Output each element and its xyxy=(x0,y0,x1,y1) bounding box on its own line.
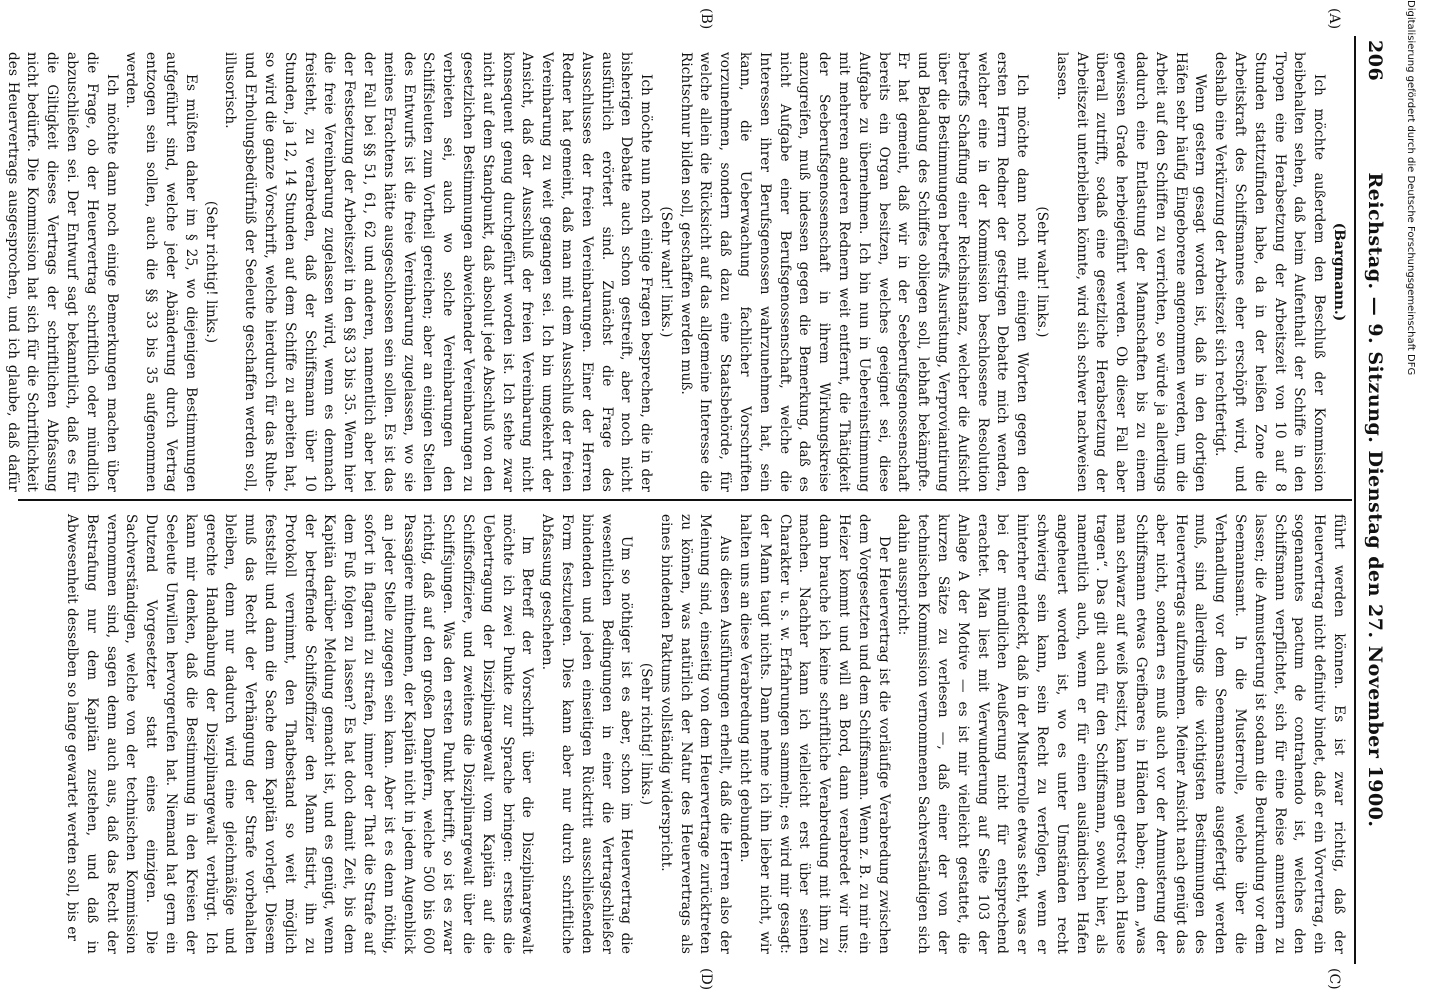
interjection: (Sehr richtig! links.) xyxy=(202,200,219,344)
page-title: Reichstag. — 9. Sitzung. Dienstag den 27. November 1900. xyxy=(1364,172,1386,828)
running-head xyxy=(1356,40,1390,960)
paragraph: Im Betreff der Vorschrift über die Disziplinargewalt möchte ich zwei Punkte zur Sprache bringen: erstens die Uebertragung der Disziplinargewalt vom Kapitän auf die Schiffsoffiziere, und zweitens die Disziplinargewalt über die Schiffsjungen. Was den ersten Punkt betrifft, so ist es zwar richtig, daß auf den großen Dampfern, welche 500 bis 600 Passagiere mitnehmen, der Kapitän nicht in jedem Augenblick an jeder Stelle zugegen sein kann. Aber ist es denn nöthig, sofort in flagranti zu strafen, immer der That die Strafe auf dem Fuß folgen zu lassen? Es hat doch damit Zeit, bis dem Kapitän darüber Meldung gemacht ist, und es genügt, wenn der betreffende Schiffsoffizier den Mann fistirt, ihn zu Protokoll vernimmt, den Thatbestand so weit möglich feststellt und dann die Sache dem Kapitän vorlegt. Diesem muß das Recht der Verhängung der Strafe vorbehalten bleiben, denn nur dadurch wird eine gleichmäßige und gerechte Handhabung der Disziplinargewalt verbürgt. Ich kann mir denken, daß die Bestimmung in den Kreisen der Seeleute Unwillen hervorgerufen hat. Niemand hat gern ein Dutzend Vorgesetzter statt eines einzigen. Die Sachverständigen, welche von der technischen Kommission vernommen sind, sagen denn auch aus, daß das Recht der Bestrafung nur dem Kapitän zustehen, und daß in Abwesenheit desselben so lange gewartet werden soll, bis er xyxy=(64,514,536,954)
left-column xyxy=(4,52,1348,492)
paragraph: Um so nöthiger ist es aber, schon im Heuervertrag die wesentlichen Bedingungen in einer die Vertragschließer bindenden und jeden einseitigen Rücktritt ausschließenden Form festzulegen. Dies kann aber nur durch schriftliche Abfassung geschehen. xyxy=(539,514,635,954)
paragraph: Der Heuervertrag ist die vorläufige Verabredung zwischen dem Vorgesetzten und dem Schiffsmann. Wenn z. B. zu mir ein Heizer kommt und will an Bord, dann verabredet wir uns; dann brauche ich keine schriftliche Verabredung mit ihm zu machen. Nachher kann ich vielleicht erst über seinen Charakter u. s. w. Erfahrungen sammeln; es wird mir gesagt: der Mann taugt nichts. Dann nehme ich ihn lieber nicht, wir halten uns an diese Verabredung nicht gebunden. xyxy=(737,514,892,954)
paragraph: Ich möchte außerdem den Beschluß der Kommission beibehalten sehen, daß beim Aufenthalt der Schiffe in den Tropen eine Herabsetzung der Arbeitszeit von 10 auf 8 Stunden stattzufinden habe, da in der heißen Zone die Arbeitskraft des Schiffsmannes eher erschöpft wird, und deshalb eine Verkürzung der Arbeitszeit sich rechtfertigt. xyxy=(1212,52,1328,492)
paragraph: Ich möchte nun noch einige Fragen besprechen, die in der bisherigen Debatte auch schon gestreift, aber noch nicht ausführlich erörtert sind. Zunächst die Frage des Ausschlusses der freien Vereinbarungen. Einer der Herren Redner hat gemeint, daß man mit dem Ausschluß der freien Vereinbarung zu weit gegangen sei. Ich bin umgekehrt der Ansicht, daß der Ausschluß der freien Vereinbarung nicht konsequent genug durchgeführt worden ist. Ich stehe zwar nicht auf dem Standpunkt, daß absolut jede Abschluß von den gesetzlichen Bestimmungen abweichender Vereinbarungen zu verbieten sei, auch wo solche Vereinbarungen den Schiffsleuten zum Vortheil gereichen; aber an einigen Stellen des Entwurfs ist die freie Vereinbarung zugelassen, wo sie meines Erachtens hätte ausgeschlossen sein sollen. Es ist das der Fall bei §§ 51, 61, 62 und anderen, namentlich aber bei der Festsetzung der Arbeitszeit in den §§ 33 bis 35. Wenn hier die freie Vereinbarung zugelassen wird, wenn es demnach freisteht, zu verabreden, daß der Schiffsmann über 10 Stunden, ja 12, 14 Stunden auf dem Schiffe zu arbeiten hat, so wird die ganze Vorschrift, welche hierdurch für das Ruhe- und Erholungsbedürfniß der Seeleute geschaffen werden soll, illusorisch. xyxy=(222,52,655,492)
margin-letter-c: (C) xyxy=(1326,968,1342,990)
paragraph: führt werden können. Es ist zwar richtig, daß der Heuervertrag nicht definitiv bindet, daß er ein Vorvertrag, ein sogenanntes pactum de contrahendo ist, welches den Schiffsmann verpflichtet, sich für eine Reise anmustern zu lassen; die Anmusterung ist sodann die Beurkundung vor dem Seemannsamt. In die Musterrolle, welche über die Verhandlung vor dem Seemannsamte ausgefertigt werden muß, sind allerdings die wichtigsten Bestimmungen des Heuervertrags aufzunehmen. Meiner Ansicht nach genügt das aber nicht, sondern es muß auch vor der Anmusterung der Schiffsmann etwas Greifbares in Händen haben; denn „was man schwarz auf weiß besitzt, kann man getrost nach Hause tragen“. Das gilt auch für den Schiffsmann, sowohl hier, als namentlich auch, wenn er für einen ausländischen Hafen angeheuert worden ist, wo es unter Umständen recht schwierig sein kann, sein Recht zu verfolgen, wenn er hinterher entdeckt, daß in der Musterrolle etwas steht, was er bei der mündlichen Aeußerung nicht für entsprechend erachtet. Man liest mit Verwunderung auf Seite 103 der Anlage A der Motive — es ist mir vielleicht gestattet, die kurzen Sätze zu verlesen —, daß einer der von der technischen Kommission vernommenen Sachverständigen sich dahin ausspricht: xyxy=(895,514,1347,954)
digitization-footer xyxy=(1396,0,1416,1000)
paragraph: Ich möchte dann noch mit einigen Worten gegen den ersten Herrn Redner der gestrigen Debatte mich wenden, welcher eine in der Kommission beschlossene Resolution betreffs Schaffung einer Reichsinstanz, welcher die Aufsicht über die Bestimmungen betreffs Ausrüstung, Verproviantirung und Beladung des Schiffes obliegen soll, lebhaft bekämpfte. Er hat gemeint, daß wir in der Seeberufsgenossenschaft bereits ein Organ besitzen, welches geeignet sei, diese Aufgabe zu übernehmen. Ich bin nun in Uebereinstimmung mit mehreren anderen Rednern weit entfernt, die Thätigkeit der Seeberufsgenossenschaft in ihrem Wirkungskreise anzugreifen, muß indessen gegen die Bemerkung, daß es nicht Aufgabe einer Berufsgenossenschaft, welche die Interessen ihrer Berufsgenossen wahrzunehmen hat, sein kann, die Ueberwachung fachlicher Vorschriften vorzunehmen, sondern daß dazu eine Staatsbehörde, für welche allein die Rücksicht auf das allgemeine Interesse die Richtschnur bilden soll, geschaffen werden muß. xyxy=(677,52,1031,492)
page-number: 206 xyxy=(1364,40,1386,82)
column-divider xyxy=(18,499,1352,501)
margin-letter-a: (A) xyxy=(1326,8,1342,30)
paragraph: Wenn gestern gesagt worden ist, daß in den dortigen Häfen sehr häufig Eingeborene angenommen werden, um die Arbeit auf den Schiffen zu verrichten, so würde ja allerdings dadurch eine Entlastung der Mannschaften bis zu einem gewissen Grade herbeigeführt werden. Ob dieser Fall aber überall zutrifft, sodaß eine gesetzliche Herabsetzung der Arbeitszeit unterbleiben könnte, wird sich schwer nachweisen lassen. xyxy=(1053,52,1209,492)
margin-letter-b: (B) xyxy=(698,8,714,30)
interjection: (Sehr richtig! links.) xyxy=(638,662,655,806)
right-column xyxy=(18,514,1348,954)
interjection: (Sehr wahr! links.) xyxy=(657,206,674,338)
paragraph: Ich möchte dann noch einige Bemerkungen machen über die Frage, ob der Heuervertrag schriftlich oder mündlich abzuschließen sei. Der Entwurf sagt bekanntlich, daß es für die Giltigkeit dieses Vertrags der schriftlichen Abfassung nicht bedürfe. Die Kommission hat sich für die Schriftlichkeit des Heuervertrags ausgesprochen, und ich glaube, daß dafür xyxy=(4,52,120,492)
footer-text: Digitalisierung gefördert durch die Deutsche Forschungsgemeinschaft xyxy=(1405,0,1416,351)
interjection: (Sehr wahr! links.) xyxy=(1034,206,1051,338)
paragraph: Aus diesen Ausführungen erhellt, daß die Herren also der Meinung sind, einseitig von dem Heuervertrage zurücktreten zu können, was natürlich der Natur des Heuervertrags als eines bindenden Paktums vollständig widerspricht. xyxy=(657,514,734,954)
header-rule xyxy=(1354,36,1356,964)
margin-letter-d: (D) xyxy=(698,968,714,991)
dfg-logo: DFG xyxy=(1405,354,1416,376)
speaker-name: (Bargmann.) xyxy=(1331,222,1347,322)
paragraph: Es müßten daher im § 25, wo diejenigen Bestimmungen aufgeführt sind, welche jeder Abänderung durch Vertrag entzogen sein sollen, auch die §§ 33 bis 35 aufgenommen werden. xyxy=(123,52,199,492)
